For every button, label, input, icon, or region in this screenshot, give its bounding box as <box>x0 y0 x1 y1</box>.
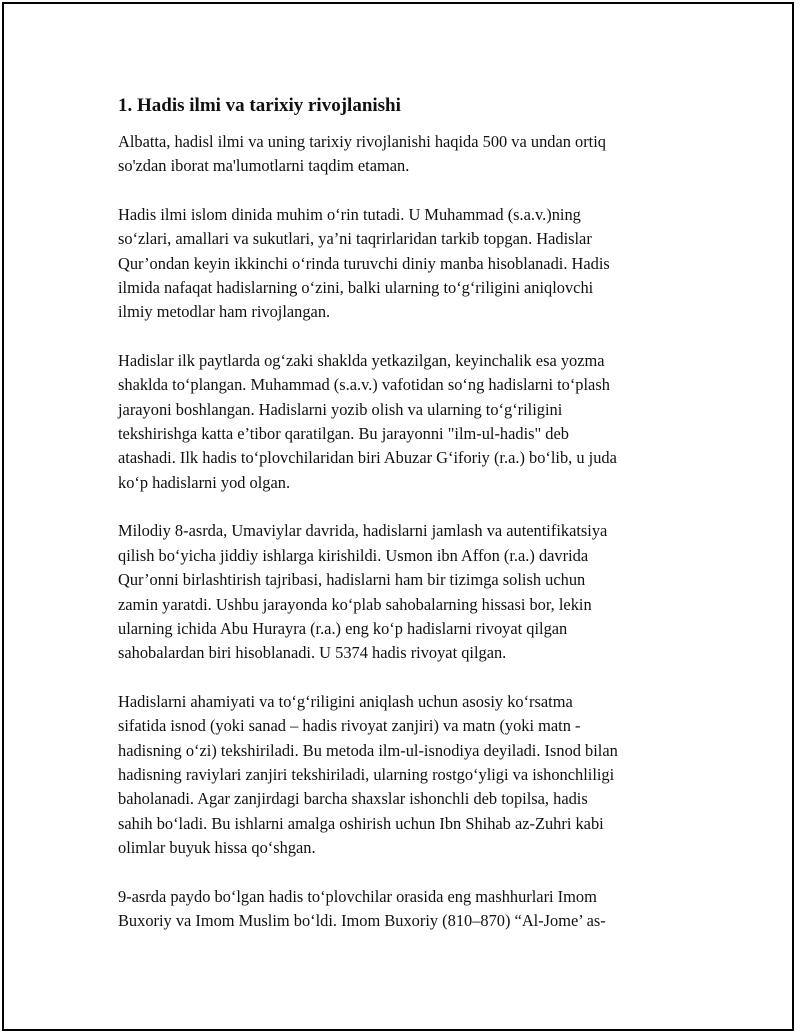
paragraph-9-asr <box>118 885 688 934</box>
paragraph-hadis-ilmi <box>118 203 688 325</box>
text-line: sahih bo‘ladi. Bu ishlarni amalga oshirish uchun Ibn Shihab az-Zuhri kabi <box>118 813 604 833</box>
text-line: 9-asrda paydo bo‘lgan hadis to‘plovchilar orasida eng mashhurlari Imom <box>118 886 597 906</box>
text-line: ilmida nafaqat hadislarning o‘zini, balki ularning to‘g‘riligini aniqlovchi <box>118 278 594 298</box>
text-line: sifatida isnod (yoki sanad – hadis rivoyat zanjiri) va matn (yoki matn - <box>118 716 581 736</box>
text-line: Albatta, hadisl ilmi va uning tarixiy rivojlanishi haqida 500 va undan ortiq <box>118 132 606 151</box>
text-line: baholanadi. Agar zanjirdagi barcha shaxslar ishonchli deb topilsa, hadis <box>118 789 588 809</box>
text-line: Milodiy 8-asrda, Umaviylar davrida, hadislarni jamlash va autentifikatsiya <box>118 521 608 541</box>
text-line: ilmiy metodlar ham rivojlangan. <box>118 302 331 322</box>
text-line: Qur’onni birlashtirish tajribasi, hadislarni ham bir tizimga solish uchun <box>118 570 586 590</box>
paragraph-umaviylar <box>118 519 688 665</box>
text-line: hadisning o‘zi) tekshiriladi. Bu metoda ilm-ul-isnodiya deyiladi. Isnod bilan <box>118 740 618 760</box>
text-line: Hadis ilmi islom dinida muhim o‘rin tutadi. U Muhammad (s.a.v.)ning <box>118 204 581 224</box>
document-body <box>118 94 688 957</box>
text-line: qilish bo‘yicha jiddiy ishlarga kirishildi. Usmon ibn Affon (r.a.) davrida <box>118 545 589 565</box>
text-line: shaklda to‘plangan. Muhammad (s.a.v.) vafotidan so‘ng hadislarni to‘plash <box>118 375 610 395</box>
text-line: so'zdan iborat ma'lumotlarni taqdim etaman. <box>118 156 410 176</box>
text-line: ularning ichida Abu Hurayra (r.a.) eng ko‘p hadislarni rivoyat qilgan <box>118 618 568 638</box>
text-line: Hadislar ilk paytlarda og‘zaki shaklda yetkazilgan, keyinchalik esa yozma <box>118 350 605 370</box>
text-line: jarayoni boshlangan. Hadislarni yozib olish va ularning to‘g‘riligini <box>118 399 563 419</box>
text-line: olimlar buyuk hissa qo‘shgan. <box>118 838 316 858</box>
text-line: Buxoriy va Imom Muslim bo‘ldi. Imom Buxoriy (810–870) “Al-Jome’ as- <box>118 910 606 930</box>
text-line: atashadi. Ilk hadis to‘plovchilaridan biri Abuzar G‘iforiy (r.a.) bo‘lib, u juda <box>118 448 617 468</box>
text-line: sahobalardan biri hisoblanadi. U 5374 hadis rivoyat qilgan. <box>118 643 507 663</box>
section-heading: 1. Hadis ilmi va tarixiy rivojlanishi <box>118 95 401 116</box>
text-line: Qur’ondan keyin ikkinchi o‘rinda turuvchi diniy manba hisoblanadi. Hadis <box>118 253 610 273</box>
paragraph-early-hadis <box>118 349 688 495</box>
text-line: Hadislarni ahamiyati va to‘g‘riligini aniqlash uchun asosiy ko‘rsatma <box>118 691 573 711</box>
text-line: ko‘p hadislarni yod olgan. <box>118 472 291 492</box>
text-line: zamin yaratdi. Ushbu jarayonda ko‘plab sahobalarning hissasi bor, lekin <box>118 594 592 614</box>
paragraph-intro <box>118 130 688 179</box>
text-line: so‘zlari, amallari va sukutlari, ya’ni taqrirlaridan tarkib topgan. Hadislar <box>118 229 592 249</box>
text-line: hadisning raviylari zanjiri tekshiriladi, ularning rostgo‘yligi va ishonchliligi <box>118 764 615 784</box>
text-line: tekshirishga katta e’tibor qaratilgan. Bu jarayonni "ilm-ul-hadis" deb <box>118 424 569 444</box>
paragraph-isnod <box>118 690 688 861</box>
